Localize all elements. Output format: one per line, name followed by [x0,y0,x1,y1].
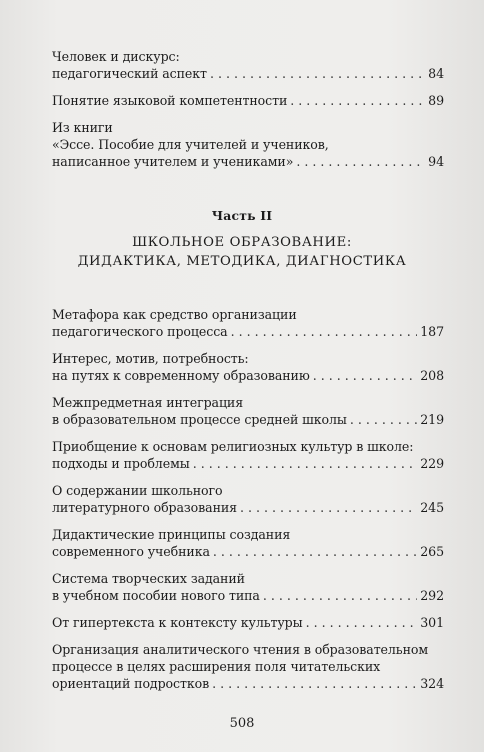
page-number: 508 [229,716,255,731]
toc-entry-title: педагогического процесса [52,324,228,339]
toc-entry-line: «Эссе. Пособие для учителей и учеников, [52,137,329,152]
toc-entry-title: подходы и проблемы [52,456,190,471]
toc-entry-line: Межпредметная интеграция [52,395,244,410]
toc-page-number: 265 [420,544,444,559]
toc-entry [52,306,444,340]
part-title-line: ШКОЛЬНОЕ ОБРАЗОВАНИЕ: [132,235,352,250]
dot-leader [210,65,425,82]
toc-entry-line: Интерес, мотив, потребность: [52,351,249,366]
toc-top-section [52,48,444,180]
dot-leader [263,587,417,604]
toc-entry [52,570,444,604]
toc-entry-title: литературного образования [52,500,237,515]
toc-page-number: 229 [420,456,444,471]
toc-entry [52,641,444,692]
part-title-line: ДИДАКТИКА, МЕТОДИКА, ДИАГНОСТИКА [77,254,407,269]
toc-entry [52,438,444,472]
toc-page-number: 245 [420,500,444,515]
toc-entry-title: в образовательном процессе средней школы [52,412,347,427]
toc-bottom-section [52,306,444,702]
dot-leader [212,675,417,692]
toc-entry-title: на путях к современному образованию [52,368,310,383]
dot-leader [213,543,417,560]
toc-entry-line: Организация аналитического чтения в образовательном [52,642,429,657]
toc-entry [52,48,444,82]
toc-page-number: 187 [420,324,444,339]
dot-leader [306,614,418,631]
part-label: Часть II [211,208,273,223]
toc-page-number: 292 [420,588,444,603]
toc-page-number: 94 [428,154,444,169]
dot-leader [240,499,417,516]
toc-page-number: 219 [420,412,444,427]
toc-entry-line: Человек и дискурс: [52,49,180,64]
toc-entry [52,482,444,516]
toc-entry [52,526,444,560]
dot-leader [350,411,417,428]
toc-entry-title: ориентаций подростков [52,676,210,691]
toc-entry-title: написанное учителем и учениками» [52,154,294,169]
toc-entry [52,614,444,631]
dot-leader [290,92,425,109]
dot-leader [296,153,425,170]
dot-leader [231,323,418,340]
toc-page-number: 208 [420,368,444,383]
toc-entry [52,394,444,428]
toc-entry [52,119,444,170]
toc-entry-line: Система творческих заданий [52,571,245,586]
toc-entry-line: процессе в целях расширения поля читательских [52,659,381,674]
toc-entry-title: Понятие языковой компетентности [52,93,288,108]
toc-entry-line: О содержании школьного [52,483,223,498]
toc-entry-title: педагогический аспект [52,66,207,81]
toc-page-number: 89 [428,93,444,108]
toc-entry-line: Дидактические принципы создания [52,527,291,542]
dot-leader [193,455,418,472]
part-title [0,233,484,271]
toc-page-number: 301 [420,615,444,630]
toc-entry-line: Из книги [52,120,113,135]
toc-entry-title: От гипертекста к контексту культуры [52,615,303,630]
toc-entry [52,350,444,384]
toc-entry-line: Приобщение к основам религиозных культур в школе: [52,439,414,454]
toc-entry-line: Метафора как средство организации [52,307,297,322]
dot-leader [313,367,418,384]
toc-entry-title: современного учебника [52,544,210,559]
toc-page-number: 84 [428,66,444,81]
toc-entry-title: в учебном пособии нового типа [52,588,260,603]
toc-page-number: 324 [420,676,444,691]
toc-entry [52,92,444,109]
